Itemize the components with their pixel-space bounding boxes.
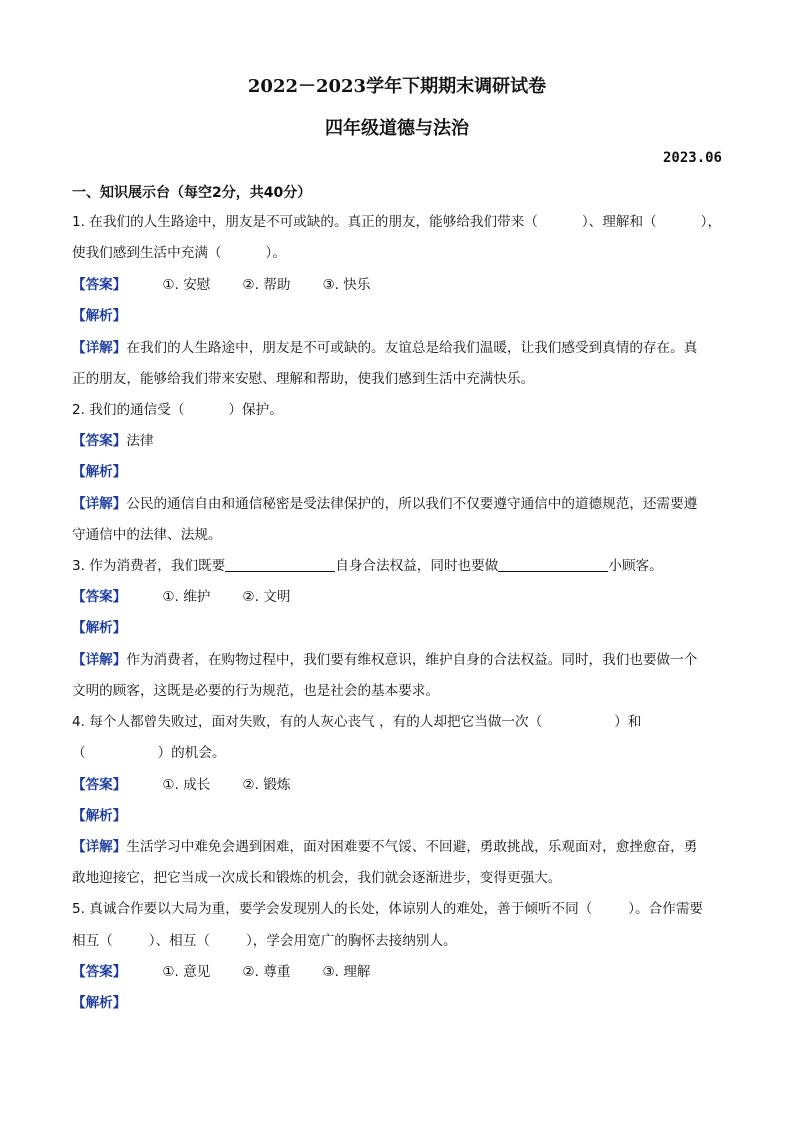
detail-tag: 【详解】 (72, 652, 127, 668)
answer-tag: 【答案】 (72, 964, 127, 980)
analysis-tag: 【解析】 (72, 808, 127, 824)
question-4-detail-2: 敢地迎接它，把它当成一次成长和锻炼的机会，我们就会逐渐进步，变得更强大。 (72, 870, 562, 886)
question-4-answer: 【答案】 ①. 成长 ②. 锻炼 (72, 777, 291, 793)
answer-tag: 【答案】 (72, 433, 127, 449)
analysis-tag: 【解析】 (72, 620, 127, 636)
question-3-answer: 【答案】 ①. 维护 ②. 文明 (72, 589, 291, 605)
exam-title: 2022－2023学年下期期末调研试卷 (247, 76, 547, 97)
question-3-detail-1: 【详解】作为消费者，在购物过程中，我们要有维权意识，维护自身的合法权益。同时，我们也要做一个 (72, 652, 698, 668)
question-5-analysis (72, 993, 722, 1013)
question-1-line-2: 使我们感到生活中充满（ ）。 (72, 245, 286, 261)
exam-subtitle: 四年级道德与法治 (325, 118, 469, 139)
fill-blank (498, 557, 608, 572)
question-3-line-1: 3. 作为消费者，我们既要 自身合法权益，同时也要做 小顾客。 (72, 558, 663, 574)
question-4-analysis (72, 806, 722, 826)
analysis-tag: 【解析】 (72, 464, 127, 480)
question-2-answer: 【答案】法律 (72, 433, 154, 449)
analysis-tag: 【解析】 (72, 995, 127, 1011)
question-3-analysis (72, 618, 722, 638)
answer-tag: 【答案】 (72, 277, 127, 293)
question-2-detail-2: 守通信中的法律、法规。 (72, 527, 222, 543)
analysis-tag: 【解析】 (72, 308, 127, 324)
question-5-answer: 【答案】 ①. 意见 ②. 尊重 ③. 理解 (72, 964, 371, 980)
question-4-line-1: 4. 每个人都曾失败过，面对失败，有的人灰心丧气 ，有的人却把它当做一次（ ）和 (72, 714, 642, 730)
question-2-detail-1: 【详解】公民的通信自由和通信秘密是受法律保护的，所以我们不仅要遵守通信中的道德规范，还需要遵 (72, 496, 698, 512)
detail-tag: 【详解】 (72, 496, 127, 512)
question-2-analysis (72, 462, 722, 482)
detail-tag: 【详解】 (72, 340, 127, 356)
question-3-detail-2: 文明的顾客，这既是必要的行为规范，也是社会的基本要求。 (72, 683, 440, 699)
question-1-detail-2: 正的朋友，能够给我们带来安慰、理解和帮助，使我们感到生活中充满快乐。 (72, 371, 535, 387)
question-1-answer: 【答案】 ①. 安慰 ②. 帮助 ③. 快乐 (72, 277, 371, 293)
answer-tag: 【答案】 (72, 777, 127, 793)
question-1-line-1: 1. 在我们的人生路途中，朋友是不可或缺的。真正的朋友，能够给我们带来（ ）、理解和（ ）， (72, 214, 722, 230)
question-5-line-1: 5. 真诚合作要以大局为重，要学会发现别人的长处，体谅别人的难处，善于倾听不同（ ）。合作需要 (72, 901, 704, 917)
section-heading: 一、知识展示台（每空2分，共40分） (72, 185, 312, 201)
question-5-line-2: 相互（ ）、相互（ ），学会用宽广的胸怀去接纳别人。 (72, 933, 457, 949)
question-2-line-1: 2. 我们的通信受（ ）保护。 (72, 402, 283, 418)
question-4-line-2: （ ）的机会。 (72, 745, 226, 761)
question-1-analysis (72, 306, 722, 326)
answer-tag: 【答案】 (72, 589, 127, 605)
detail-tag: 【详解】 (72, 839, 127, 855)
question-4-detail-1: 【详解】生活学习中难免会遇到困难，面对困难要不气馁、不回避，勇敢挑战，乐观面对，愈挫愈奋，勇 (72, 839, 698, 855)
question-1-detail-1: 【详解】在我们的人生路途中，朋友是不可或缺的。友谊总是给我们温暖，让我们感受到真情的存在。真 (72, 340, 698, 356)
fill-blank (225, 557, 335, 572)
exam-date: 2023.06 (662, 150, 722, 166)
